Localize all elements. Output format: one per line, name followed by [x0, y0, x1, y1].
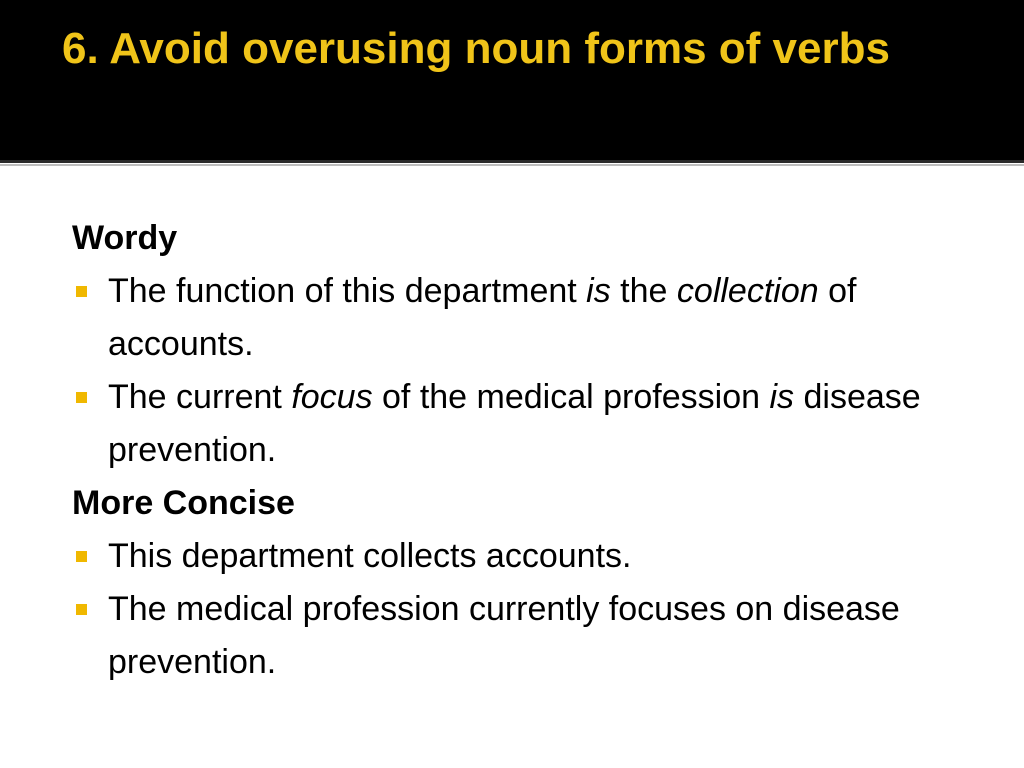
slide-body: [72, 212, 972, 689]
slide-title: 6. Avoid overusing noun forms of verbs: [62, 24, 890, 73]
concise-list: [72, 530, 972, 689]
title-divider-shadow: [0, 164, 1024, 166]
list-item: [72, 371, 972, 477]
list-item: [72, 530, 972, 583]
list-item: [72, 583, 972, 689]
italic-text: collection: [676, 272, 819, 310]
item-text: The current: [108, 378, 292, 416]
title-divider: [0, 160, 1024, 163]
item-text: The function of this department: [108, 272, 587, 310]
item-text: The medical profession currently focuses on disease prevention.: [108, 590, 900, 681]
item-text: of the medical profession: [372, 378, 770, 416]
italic-text: is: [586, 272, 611, 310]
item-text: the: [610, 272, 677, 310]
item-text: of accounts.: [108, 272, 857, 363]
square-bullet-icon: [76, 392, 87, 403]
item-text: This department collects accounts.: [108, 537, 632, 575]
title-bar: [0, 0, 1024, 160]
list-item: [72, 265, 972, 371]
square-bullet-icon: [76, 286, 87, 297]
italic-text: focus: [291, 378, 373, 416]
italic-text: is: [769, 378, 795, 416]
square-bullet-icon: [76, 604, 87, 615]
wordy-list: [72, 265, 972, 477]
item-text: disease prevention.: [108, 378, 921, 469]
section-heading-more-concise: More Concise: [72, 484, 295, 522]
square-bullet-icon: [76, 551, 87, 562]
section-heading-wordy: Wordy: [72, 219, 178, 257]
